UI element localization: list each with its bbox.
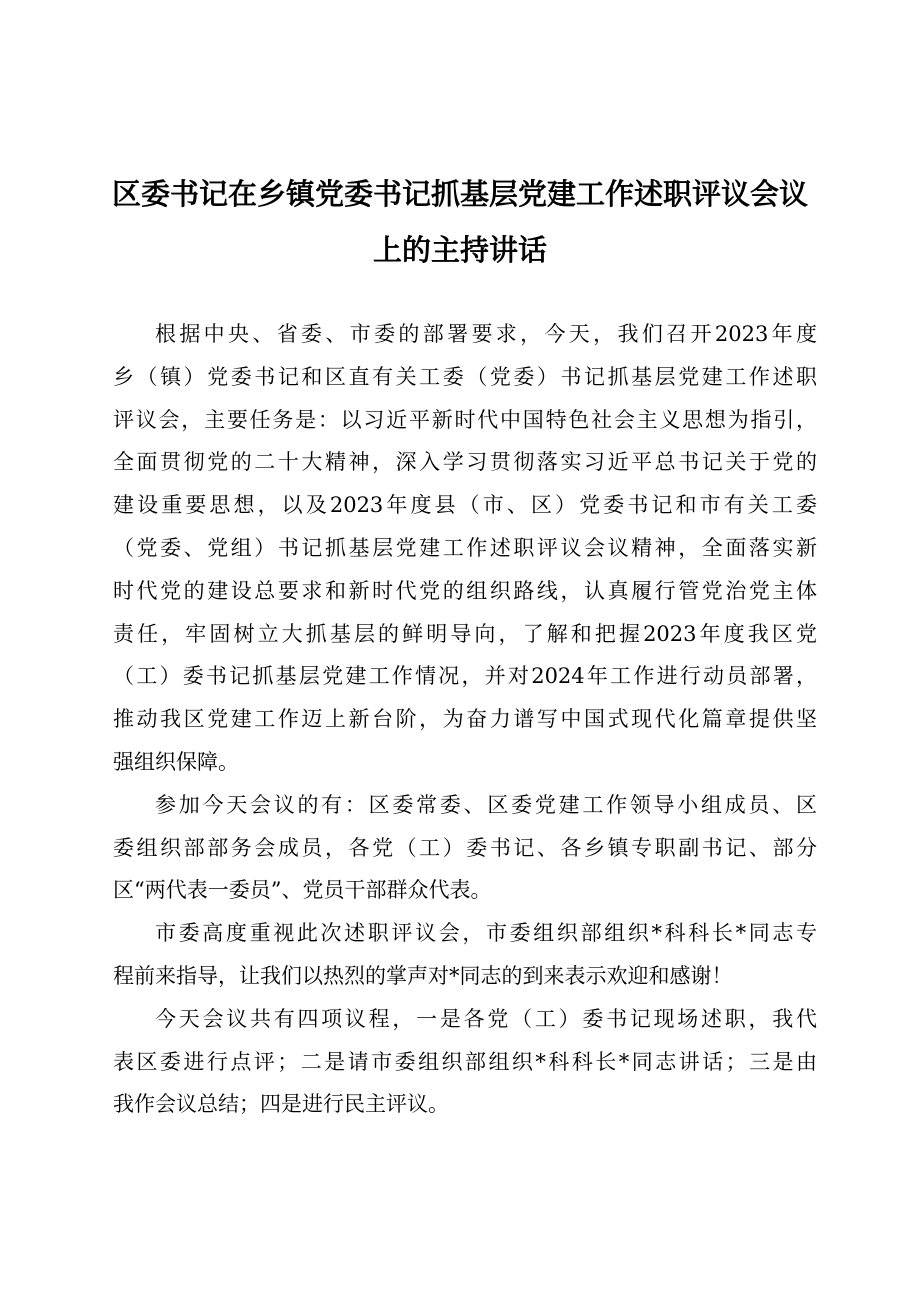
paragraph-2 <box>113 784 817 912</box>
paragraph-line: 责任，牢固树立大抓基层的鲜明导向，了解和把握2023年度我区党 <box>113 621 817 646</box>
paragraph-line: 全面贯彻党的二十大精神，深入学习贯彻落实习近平总书记关于党的 <box>113 450 817 475</box>
paragraph-3 <box>113 912 817 998</box>
paragraph-line: 今天会议共有四项议程，一是各党（工）委书记现场述职，我代 <box>155 1006 817 1031</box>
paragraph-line: 时代党的建设总要求和新时代党的组织路线，认真履行管党治党主体 <box>113 578 817 603</box>
title-line-1: 区委书记在乡镇党委书记抓基层党建工作述职评议会议 <box>111 177 808 211</box>
paragraph-line: （党委、党组）书记抓基层党建工作述职评议会议精神，全面落实新 <box>113 535 817 560</box>
paragraph-line: 区“两代表一委员”、党员干部群众代表。 <box>113 878 492 903</box>
paragraph-line: 委组织部部务会成员，各党（工）委书记、各乡镇专职副书记、部分 <box>113 835 817 860</box>
document-body <box>113 313 817 1126</box>
paragraph-line: 表区委进行点评；二是请市委组织部组织*科科长*同志讲话；三是由 <box>113 1049 817 1074</box>
title-line-2: 上的主持讲话 <box>372 233 547 267</box>
paragraph-line: 参加今天会议的有：区委常委、区委党建工作领导小组成员、区 <box>155 792 817 817</box>
paragraph-line: 市委高度重视此次述职评议会，市委组织部组织*科科长*同志专 <box>155 921 817 946</box>
paragraph-line: 建设重要思想，以及2023年度县（市、区）党委书记和市有关工委 <box>113 493 817 518</box>
paragraph-line: 乡（镇）党委书记和区直有关工委（党委）书记抓基层党建工作述职 <box>113 364 817 389</box>
paragraph-line: 根据中央、省委、市委的部署要求，今天，我们召开2023年度 <box>155 322 817 346</box>
paragraph-4 <box>113 998 817 1126</box>
paragraph-line: （工）委书记抓基层党建工作情况，并对2024年工作进行动员部署， <box>113 664 817 689</box>
paragraph-line: 程前来指导，让我们以热烈的掌声对*同志的到来表示欢迎和感谢！ <box>113 963 733 988</box>
document-title <box>110 166 810 278</box>
paragraph-line: 评议会，主要任务是：以习近平新时代中国特色社会主义思想为指引， <box>113 407 817 432</box>
paragraph-line: 我作会议总结；四是进行民主评议。 <box>113 1092 449 1117</box>
paragraph-1 <box>113 313 817 784</box>
paragraph-line: 推动我区党建工作迈上新台阶，为奋力谱写中国式现代化篇章提供坚 <box>113 707 817 732</box>
paragraph-line: 强组织保障。 <box>113 749 239 774</box>
